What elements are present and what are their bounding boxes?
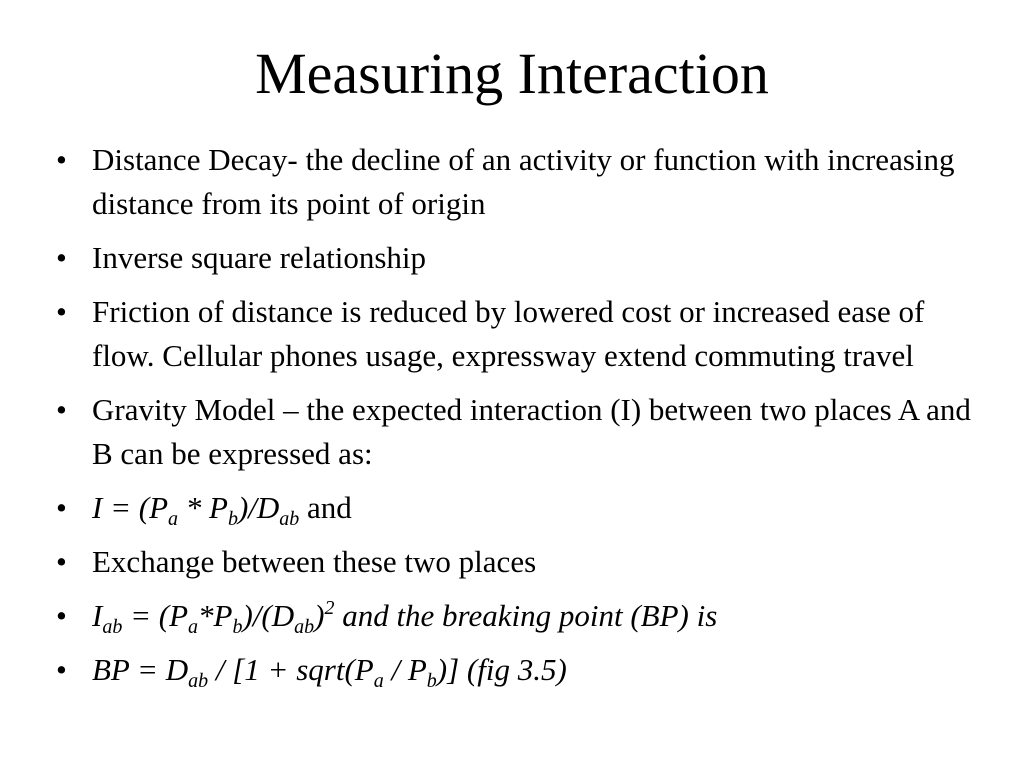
bullet-formula-breaking-point <box>48 648 988 692</box>
formula-tail: and the breaking point (BP) is <box>334 598 718 633</box>
formula-interaction <box>92 490 300 530</box>
formula-subscript: ab <box>294 616 315 638</box>
formula-subscript: ab <box>188 670 209 692</box>
formula-subscript: b <box>232 616 243 638</box>
formula-part: )] (fig 3.5) <box>436 652 567 687</box>
bullet-distance-decay <box>48 138 988 226</box>
bullet-list <box>48 138 988 702</box>
formula-subscript: ab <box>279 508 300 530</box>
bullet-icon: • <box>56 490 67 525</box>
formula-part: )/D <box>237 490 280 525</box>
formula-part: )/(D <box>242 598 295 633</box>
formula-tail: and <box>299 490 352 525</box>
bullet-text: Distance Decay- the decline of an activity or function with increasing distance from its point of origin <box>92 142 955 221</box>
bullet-icon: • <box>56 142 67 177</box>
formula-part: / P <box>383 652 427 687</box>
bullet-inverse-square <box>48 236 988 280</box>
formula-part: = (P <box>122 598 189 633</box>
formula-part: * P <box>178 490 228 525</box>
bullet-friction-of-distance <box>48 290 988 378</box>
formula-part: BP = D <box>92 652 189 687</box>
formula-subscript: b <box>426 670 437 692</box>
bullet-formula-interaction <box>48 486 988 530</box>
slide-title: Measuring Interaction <box>255 41 769 106</box>
bullet-gravity-model <box>48 388 988 476</box>
bullet-icon: • <box>56 240 67 275</box>
bullet-icon: • <box>56 652 67 687</box>
formula-subscript: a <box>373 670 384 692</box>
bullet-text: Inverse square relationship <box>92 240 426 275</box>
bullet-icon: • <box>56 598 67 633</box>
formula-breaking-point <box>92 652 567 692</box>
formula-subscript: a <box>188 616 199 638</box>
formula-superscript: 2 <box>324 597 335 619</box>
formula-part: I <box>92 598 103 633</box>
formula-subscript: ab <box>102 616 123 638</box>
bullet-icon: • <box>56 544 67 579</box>
formula-part: I = (P <box>92 490 169 525</box>
formula-part: *P <box>198 598 233 633</box>
bullet-exchange <box>48 540 988 584</box>
bullet-text: Exchange between these two places <box>92 544 537 579</box>
bullet-text: Gravity Model – the expected interaction (I) between two places A and B can be expressed as: <box>92 392 971 471</box>
bullet-icon: • <box>56 294 67 329</box>
formula-subscript: b <box>227 508 238 530</box>
bullet-text: Friction of distance is reduced by lowered cost or increased ease of flow. Cellular phones usage, expressway extend commuting travel <box>92 294 925 373</box>
formula-part: ) <box>314 598 325 633</box>
formula-subscript: a <box>168 508 179 530</box>
bullet-icon: • <box>56 392 67 427</box>
bullet-formula-exchange <box>48 594 988 638</box>
formula-part: / [1 + sqrt(P <box>208 652 374 687</box>
formula-exchange <box>92 597 718 638</box>
